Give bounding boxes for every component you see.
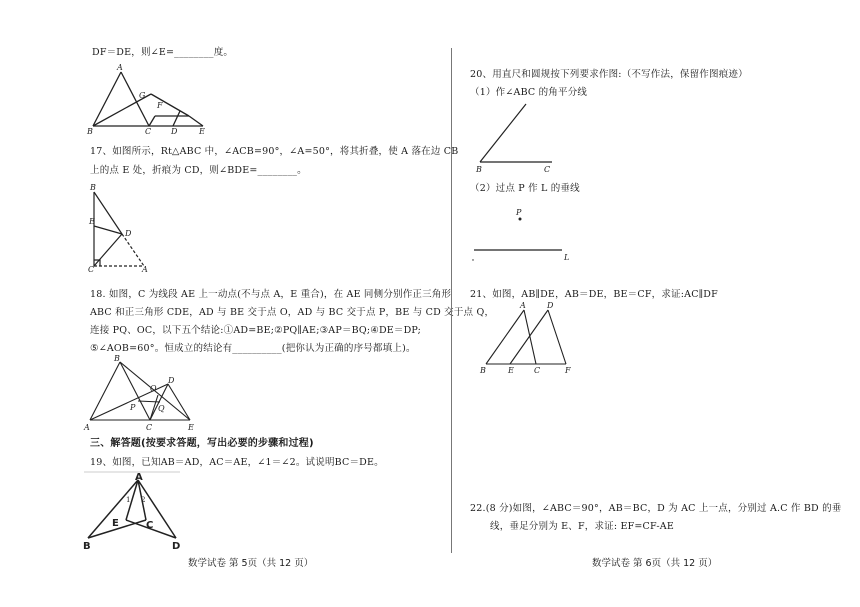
fig21-label-B: B (480, 366, 486, 375)
right-page-footer: 数学试卷 第 6页（共 12 页） (592, 558, 718, 569)
fig17-label-A: A (142, 265, 148, 274)
fig18-label-P: P (130, 403, 136, 412)
fig17-label-E: E (89, 217, 95, 226)
fig19-label-1: 1 (126, 496, 131, 504)
fig18-label-A: A (84, 423, 90, 432)
fig20-label-L: L (564, 253, 570, 262)
figure-q21 (476, 300, 576, 376)
fig21-label-D: D (547, 301, 554, 310)
figure-q20-angle (470, 100, 580, 176)
q17-line2: 上的点 E 处，折痕为 CD，则∠BDE=________。 (90, 165, 307, 176)
q20-line1: 20、用直尺和圆规按下列要求作图:（不写作法，保留作图痕迹） (470, 69, 748, 80)
q20-sub1: （1）作∠ABC 的角平分线 (470, 87, 588, 98)
fig18-label-E: E (188, 423, 194, 432)
fig16-label-F: F (157, 101, 163, 110)
q18-line2: ABC 和正三角形 CDE，AD 与 BE 交于点 O，AD 与 BC 交于点 P，BE 与 CD 交于点 Q， (90, 307, 495, 318)
fig18-label-C: C (146, 423, 153, 432)
fig19-label-C: C (146, 520, 154, 531)
q17-line1: 17、如图所示，Rt△ABC 中，∠ACB=90°，∠A=50°，将其折叠，使 A 落在边 CB (90, 146, 459, 157)
fig21-label-C: C (534, 366, 541, 375)
figure-q20-point-line (470, 205, 580, 265)
fig20-label-P: P (516, 208, 522, 217)
q16-tail-text: DF＝DE，则∠E=________度。 (92, 47, 234, 58)
q18-line3: 连接 PQ、OC，以下五个结论:①AD=BE;②PQ∥AE;③AP＝BQ;④DE＝DP; (90, 325, 422, 336)
fig21-label-F: F (565, 366, 571, 375)
right-page (430, 0, 860, 607)
q19-text: 19、如图，已知AB＝AD，AC＝AE，∠1＝∠2。试说明BC＝DE。 (90, 457, 384, 468)
fig16-label-G: G (139, 91, 146, 100)
fig20-label-C: C (544, 165, 551, 174)
fig18-label-D: D (168, 376, 175, 385)
fig16-label-A: A (117, 63, 123, 72)
fig19-label-B: B (83, 541, 91, 552)
q18-line4: ⑤∠AOB=60°。恒成立的结论有__________(把你认为正确的序号都填上)。 (90, 343, 416, 354)
q18-line1: 18. 如图，C 为线段 AE 上一动点(不与点 A，E 重合)，在 AE 同侧分别作正三角形 (90, 289, 452, 300)
fig19-label-D: D (172, 541, 181, 552)
fig16-label-E: E (199, 127, 205, 136)
left-page-footer: 数学试卷 第 5页（共 12 页） (188, 558, 314, 569)
figure-q18 (84, 354, 202, 434)
fig21-label-E: E (508, 366, 514, 375)
section3-heading: 三、解答题(按要求答题，写出必要的步骤和过程) (90, 438, 314, 449)
fig21-label-A: A (520, 301, 526, 310)
fig18-label-B: B (114, 354, 120, 363)
fig19-label-E: E (112, 518, 119, 529)
fig18-label-Q: Q (158, 404, 165, 413)
fig17-label-C: C (88, 265, 95, 274)
fig20-label-B: B (476, 165, 482, 174)
q22-line2: 线，垂足分别为 E、F，求证: EF=CF-AE (490, 521, 674, 532)
figure-q16 (85, 64, 215, 136)
fig17-label-D: D (125, 229, 132, 238)
fig19-label-A: A (135, 472, 143, 483)
fig17-label-B: B (90, 183, 96, 192)
fig16-label-B: B (87, 127, 93, 136)
fig16-label-D: D (171, 127, 178, 136)
fig16-label-C: C (145, 127, 152, 136)
figure-q17 (86, 180, 166, 274)
fig19-label-2: 2 (141, 496, 146, 504)
q21-text: 21、如图，AB∥DE，AB＝DE，BE＝CF，求证:AC∥DF (470, 289, 718, 300)
fig18-label-O: O (150, 384, 157, 393)
figure-q19 (80, 470, 190, 552)
q20-sub2: （2）过点 P 作 L 的垂线 (470, 183, 580, 194)
q22-line1: 22.(8 分)如图，∠ABC＝90°，AB＝BC，D 为 AC 上一点，分别过 A.C 作 BD 的垂 (470, 503, 842, 514)
